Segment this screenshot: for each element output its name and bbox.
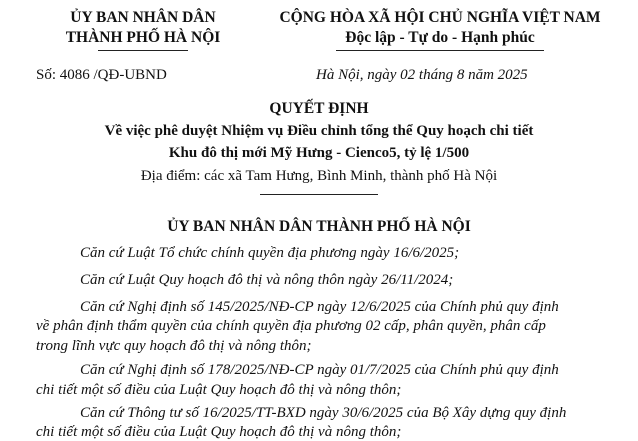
decision-title: QUYẾT ĐỊNH [269,100,369,117]
basis-line: về phân định thẩm quyền của chính quyền địa phương 02 cấp, phân quyền, phân cấp [36,318,546,334]
basis-line: Căn cứ Nghị định số 178/2025/NĐ-CP ngày 01/7/2025 của Chính phủ quy định [80,362,559,378]
title-underline [260,194,378,195]
basis-line: trong lĩnh vực quy hoạch đô thị và nông thôn; [36,338,312,354]
motto-underline [336,50,544,51]
decision-subject-2: Khu đô thị mới Mỹ Hưng - Cienco5, tỷ lệ 1/500 [168,145,470,161]
basis-line: Căn cứ Nghị định số 145/2025/NĐ-CP ngày 12/6/2025 của Chính phủ quy định [80,299,559,315]
basis-line: Căn cứ Thông tư số 16/2025/TT-BXD ngày 30/6/2025 của Bộ Xây dựng quy định [80,405,567,421]
issuer-line-2: THÀNH PHỐ HÀ NỘI [65,29,221,46]
nation-motto: Độc lập - Tự do - Hạnh phúc [345,29,535,46]
document-number: Số: 4086 /QĐ-UBND [36,67,167,83]
authority-heading: ỦY BAN NHÂN DÂN THÀNH PHỐ HÀ NỘI [167,218,471,235]
decision-location: Địa điểm: các xã Tam Hưng, Bình Minh, thành phố Hà Nội [140,168,498,184]
issuer-line-1: ỦY BAN NHÂN DÂN [70,9,216,26]
decision-subject-1: Về việc phê duyệt Nhiệm vụ Điều chỉnh tổng thể Quy hoạch chi tiết [104,123,534,139]
basis-line: chi tiết một số điều của Luật Quy hoạch đô thị và nông thôn; [36,424,402,440]
basis-line: Căn cứ Luật Quy hoạch đô thị và nông thôn ngày 26/11/2024; [80,272,454,288]
document-date: Hà Nội, ngày 02 tháng 8 năm 2025 [316,67,528,83]
basis-line: Căn cứ Luật Tổ chức chính quyền địa phương ngày 16/6/2025; [80,245,460,261]
nation-title: CỘNG HÒA XÃ HỘI CHỦ NGHĨA VIỆT NAM [279,9,601,26]
basis-line: chi tiết một số điều của Luật Quy hoạch đô thị và nông thôn; [36,382,402,398]
issuer-underline [98,50,188,51]
